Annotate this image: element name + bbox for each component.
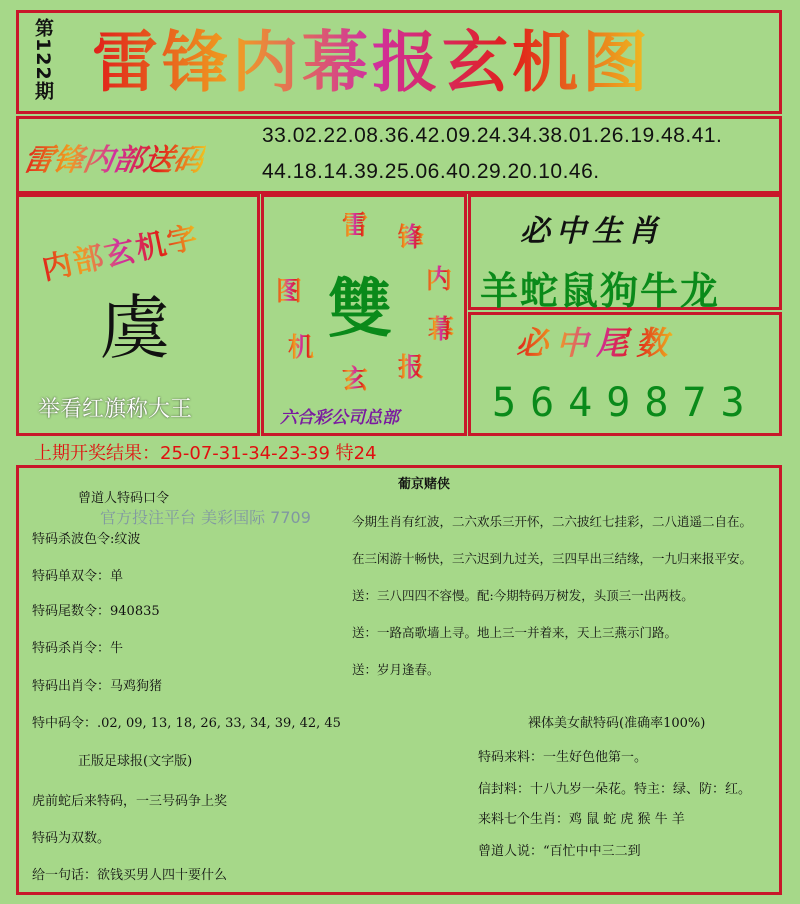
left-item-3: 特码尾数令：940835 [32,604,160,619]
ring-char-5: 报 [398,347,424,384]
poem-line-1: 今期生肖有红波，二六欢乐三开怀，二六披红七挂彩，二八逍遥二自在。 [352,514,753,529]
right-item2-1: 特码来料：一生好色他第一。 [478,750,648,765]
ring-char-8: 图 [276,271,302,308]
left-item-4: 特码杀肖令：牛 [32,641,124,656]
code-line-2: 44.18.14.39.25.06.40.29.20.10.46. [262,160,600,183]
code-line-1: 33.02.22.08.36.42.09.24.34.38.01.26.19.48.41. [262,124,723,147]
tail-numbers: 5649873 [492,380,759,426]
issue-number: 第122期 [32,18,54,101]
left-col-title: 曾道人特码口令 [78,491,170,506]
code-row-label: 雷锋内部送码 [20,135,208,179]
zodiac-list: 羊蛇鼠狗牛龙 [480,269,721,313]
ring-char-6: 玄 [342,359,368,396]
ring-char-7: 机 [288,327,314,364]
center-footer: 六合彩公司总部 [280,408,399,428]
left-item2-2: 特码为双数。 [32,831,111,846]
ring-char-4: 幕 [428,309,454,346]
left-item2-1: 虎前蛇后来特码，一三号码争上奖 [32,794,228,809]
page-title: 雷锋内幕报玄机图 [92,23,652,101]
left-item-1: 特码杀波色令:纹波 [32,532,141,547]
tail-heading: 必中尾数 [516,318,676,364]
zodiac-heading: 必中生肖 [520,214,664,249]
right-item2-4: 曾道人说：“百忙中中三二到 [478,844,641,859]
right-col-title: 葡京赌侠 [398,477,451,492]
last-result: 上期开奖结果：25-07-31-34-23-39 特24 [34,443,377,464]
poem-line-3: 送：三八四四不容慢。配:今期特码万树发，头顶三一出两枝。 [352,588,694,603]
poem-line-4: 送：一路高歌墙上寻。地上三一并着来，天上三燕示门路。 [352,625,678,640]
watermark: 官方投注平台 美彩国际 7709 [100,508,311,527]
riddle-text: 举看红旗称大王 [38,397,193,422]
right-col-title-2: 裸体美女献特码(准确率100%) [528,716,706,731]
poem-line-5: 送：岁月逢春。 [352,662,440,677]
right-item2-3: 来料七个生肖：鸡 鼠 蛇 虎 猴 牛 羊 [478,812,685,827]
left-item2-3: 给一句话：欲钱买男人四十要什么 [32,868,228,883]
ring-char-3: 内 [426,259,452,296]
left-panel-heading: 内部玄机字 [37,212,203,288]
poem-line-2: 在三闲游十畅快，三六迟到九过关，三四早出三结缘，一九归来报平安。 [352,551,753,566]
right-item2-2: 信封料：十八九岁一朵花。特主：绿、防：红。 [478,782,752,797]
ring-char-2: 锋 [398,217,424,254]
left-item-2: 特码单双令：单 [32,569,124,584]
left-col-title-2: 正版足球报(文字版) [78,754,193,769]
left-item-5: 特码出肖令：马鸡狗猪 [32,679,163,694]
left-item-6: 特中码令：.02, 09, 13, 18, 26, 33, 34, 39, 42, 45 [32,716,341,731]
center-character: 雙 [328,273,392,347]
mystery-character: 虞 [100,287,170,369]
ring-char-1: 雷 [342,205,368,242]
